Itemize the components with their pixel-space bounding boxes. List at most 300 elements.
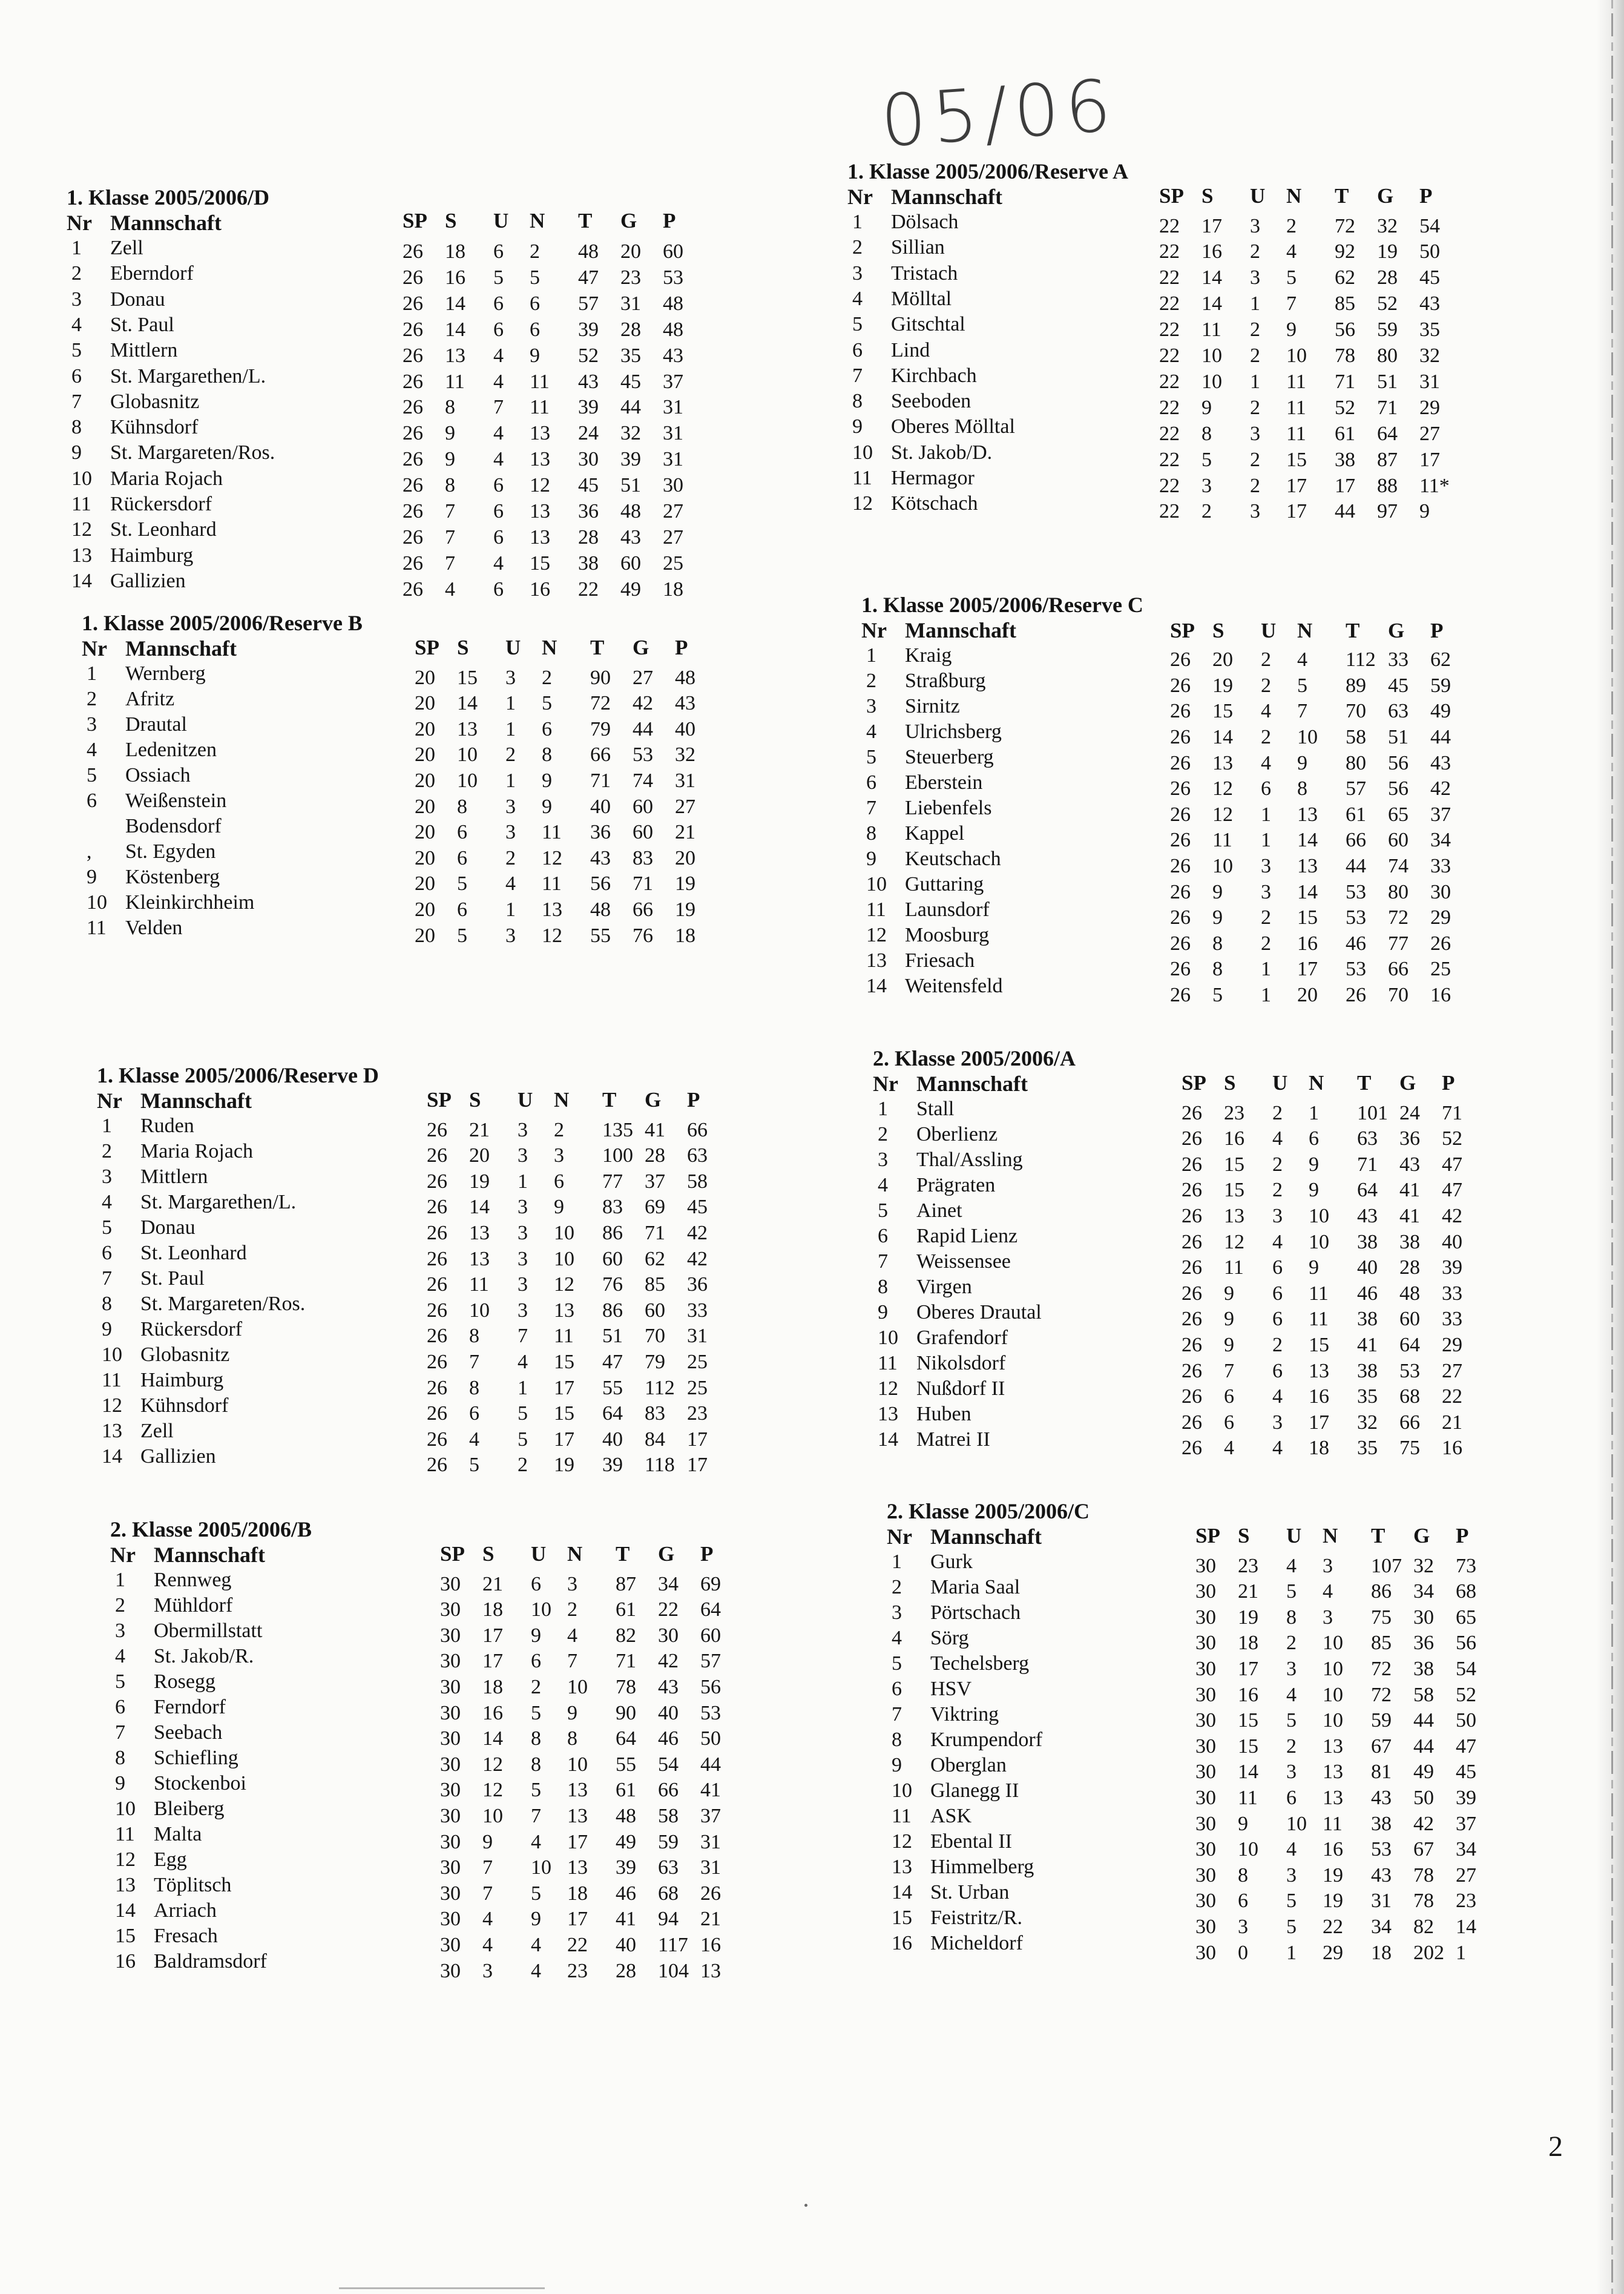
cell-team: HSV bbox=[930, 1678, 972, 1700]
cell-rank: 15 bbox=[892, 1907, 912, 1929]
cell-p: 31 bbox=[687, 1325, 708, 1348]
cell-p: 31 bbox=[1419, 370, 1440, 393]
cell-u: 7 bbox=[518, 1325, 528, 1348]
header-g: G bbox=[645, 1088, 662, 1112]
table-row bbox=[861, 822, 1473, 852]
cell-p: 40 bbox=[1442, 1230, 1462, 1253]
cell-n: 17 bbox=[567, 1830, 588, 1853]
table-row bbox=[847, 390, 1462, 419]
cell-sp: 26 bbox=[1170, 906, 1191, 929]
cell-rank: 4 bbox=[866, 720, 876, 743]
header-n: N bbox=[542, 636, 557, 659]
header-t: T bbox=[1335, 184, 1349, 208]
cell-g: 36 bbox=[1413, 1632, 1434, 1655]
cell-p: 43 bbox=[1419, 292, 1440, 315]
cell-u: 6 bbox=[531, 1572, 541, 1595]
cell-sp: 22 bbox=[1159, 500, 1180, 523]
cell-s: 23 bbox=[1224, 1101, 1244, 1124]
cell-p: 60 bbox=[700, 1624, 721, 1647]
cell-sp: 20 bbox=[415, 898, 435, 921]
cell-s: 13 bbox=[445, 344, 465, 367]
cell-rank: 12 bbox=[71, 518, 92, 541]
cell-rank: 13 bbox=[102, 1420, 122, 1442]
table-row bbox=[110, 1848, 743, 1879]
cell-team: Gallizien bbox=[110, 569, 186, 592]
cell-g: 60 bbox=[1399, 1308, 1420, 1331]
cell-p: 47 bbox=[1456, 1735, 1476, 1758]
cell-g: 38 bbox=[1413, 1658, 1434, 1680]
cell-g: 51 bbox=[1388, 726, 1409, 748]
table-row bbox=[887, 1805, 1498, 1835]
cell-u: 2 bbox=[505, 846, 516, 869]
cell-p: 43 bbox=[675, 692, 695, 715]
cell-rank: 1 bbox=[892, 1551, 902, 1573]
cell-sp: 30 bbox=[1195, 1761, 1216, 1784]
cell-t: 38 bbox=[578, 552, 599, 575]
cell-team: Matrei II bbox=[916, 1428, 990, 1451]
cell-rank: 2 bbox=[878, 1123, 888, 1145]
table-row bbox=[67, 365, 705, 391]
cell-rank: 7 bbox=[852, 364, 863, 387]
cell-p: 52 bbox=[1442, 1127, 1462, 1150]
cell-g: 64 bbox=[1377, 422, 1398, 445]
table-row bbox=[82, 662, 717, 688]
cell-p: 43 bbox=[1430, 751, 1451, 774]
cell-p: 37 bbox=[663, 370, 683, 393]
cell-t: 107 bbox=[1371, 1554, 1402, 1577]
cell-team: St. Egyden bbox=[125, 840, 216, 863]
cell-rank: 9 bbox=[878, 1301, 888, 1323]
cell-t: 71 bbox=[1335, 370, 1355, 393]
cell-u: 8 bbox=[1286, 1606, 1297, 1629]
cell-n: 19 bbox=[1323, 1890, 1343, 1913]
cell-n: 11 bbox=[1323, 1812, 1343, 1835]
cell-team: Oberes Mölltal bbox=[891, 415, 1015, 438]
cell-s: 14 bbox=[445, 292, 465, 315]
cell-t: 101 bbox=[1357, 1101, 1388, 1124]
cell-t: 56 bbox=[1335, 318, 1355, 341]
cell-u: 4 bbox=[531, 1959, 541, 1982]
cell-n: 13 bbox=[530, 422, 550, 445]
cell-g: 20 bbox=[620, 240, 641, 263]
cell-rank: 9 bbox=[892, 1754, 902, 1776]
cell-rank: 3 bbox=[852, 262, 863, 285]
cell-g: 117 bbox=[658, 1934, 688, 1956]
table-row bbox=[97, 1445, 729, 1477]
cell-n: 3 bbox=[1323, 1606, 1333, 1629]
cell-team: Hermagor bbox=[891, 467, 975, 489]
cell-rank: 3 bbox=[102, 1165, 112, 1188]
cell-t: 61 bbox=[1335, 422, 1355, 445]
cell-g: 28 bbox=[645, 1144, 665, 1167]
cell-u: 2 bbox=[1272, 1153, 1283, 1176]
cell-t: 32 bbox=[1357, 1411, 1378, 1434]
cell-g: 32 bbox=[620, 422, 641, 445]
cell-s: 13 bbox=[457, 717, 478, 740]
table-row bbox=[873, 1403, 1484, 1434]
cell-n: 23 bbox=[567, 1959, 588, 1982]
cell-g: 35 bbox=[620, 344, 641, 367]
cell-sp: 26 bbox=[403, 396, 423, 419]
cell-n: 7 bbox=[567, 1650, 577, 1673]
table-row bbox=[887, 1779, 1498, 1809]
cell-team: Kleinkirchheim bbox=[125, 891, 255, 914]
cell-u: 4 bbox=[493, 344, 504, 367]
cell-p: 47 bbox=[1442, 1153, 1462, 1176]
cell-n: 2 bbox=[530, 240, 540, 263]
cell-team: Kötschach bbox=[891, 492, 978, 515]
cell-sp: 30 bbox=[440, 1701, 461, 1724]
cell-t: 66 bbox=[590, 743, 611, 766]
cell-g: 78 bbox=[1413, 1890, 1434, 1913]
table-row bbox=[67, 416, 705, 445]
cell-sp: 30 bbox=[1195, 1735, 1216, 1758]
cell-g: 22 bbox=[658, 1598, 679, 1621]
cell-s: 9 bbox=[1224, 1282, 1234, 1305]
cell-s: 16 bbox=[1224, 1127, 1244, 1150]
cell-sp: 26 bbox=[1182, 1153, 1202, 1176]
cell-p: 37 bbox=[1430, 803, 1451, 826]
cell-s: 23 bbox=[1238, 1554, 1258, 1577]
cell-s: 4 bbox=[482, 1908, 493, 1931]
cell-u: 1 bbox=[1250, 370, 1260, 393]
table-row bbox=[873, 1428, 1484, 1460]
cell-s: 9 bbox=[445, 422, 455, 445]
cell-s: 4 bbox=[469, 1428, 479, 1451]
cell-team: Malta bbox=[154, 1823, 202, 1845]
cell-t: 66 bbox=[1346, 829, 1366, 852]
cell-t: 89 bbox=[1346, 674, 1366, 697]
cell-n: 13 bbox=[1309, 1359, 1329, 1382]
table-row bbox=[887, 1551, 1498, 1576]
cell-s: 8 bbox=[445, 474, 455, 497]
cell-p: 45 bbox=[687, 1196, 708, 1219]
header-s: S bbox=[457, 636, 469, 659]
cell-sp: 30 bbox=[1195, 1658, 1216, 1680]
cell-n: 15 bbox=[1286, 448, 1307, 471]
cell-u: 4 bbox=[518, 1351, 528, 1373]
cell-g: 41 bbox=[1399, 1179, 1420, 1202]
cell-n: 4 bbox=[567, 1624, 577, 1647]
cell-t: 86 bbox=[602, 1222, 623, 1244]
header-n: N bbox=[1297, 619, 1313, 642]
cell-t: 35 bbox=[1357, 1437, 1378, 1460]
cell-t: 39 bbox=[616, 1856, 636, 1879]
cell-t: 87 bbox=[616, 1572, 636, 1595]
league-table-title: 1. Klasse 2005/2006/D bbox=[67, 185, 270, 209]
cell-n: 2 bbox=[542, 666, 552, 689]
cell-team: St. Paul bbox=[110, 313, 174, 336]
cell-rank: , bbox=[87, 840, 92, 863]
cell-s: 8 bbox=[1212, 932, 1223, 955]
cell-n: 10 bbox=[1323, 1683, 1343, 1706]
cell-u: 5 bbox=[531, 1882, 541, 1905]
cell-s: 6 bbox=[1238, 1890, 1248, 1913]
cell-g: 36 bbox=[1399, 1127, 1420, 1150]
cell-u: 4 bbox=[1272, 1230, 1283, 1253]
cell-sp: 26 bbox=[427, 1325, 447, 1348]
cell-s: 5 bbox=[1212, 984, 1223, 1006]
cell-u: 4 bbox=[531, 1830, 541, 1853]
header-p: P bbox=[1442, 1071, 1455, 1095]
table-row bbox=[873, 1174, 1484, 1202]
cell-sp: 26 bbox=[403, 448, 423, 471]
cell-team: Stockenboi bbox=[154, 1772, 246, 1795]
cell-team: Donau bbox=[110, 288, 165, 311]
cell-team: Moosburg bbox=[905, 924, 990, 946]
cell-rank: 2 bbox=[115, 1594, 125, 1617]
cell-u: 3 bbox=[518, 1273, 528, 1296]
cell-team: Weissensee bbox=[916, 1250, 1011, 1273]
cell-g: 70 bbox=[1388, 984, 1409, 1006]
cell-rank: 13 bbox=[71, 544, 92, 567]
cell-p: 25 bbox=[687, 1351, 708, 1373]
cell-t: 43 bbox=[1357, 1205, 1378, 1227]
cell-p: 71 bbox=[1442, 1101, 1462, 1124]
cell-s: 18 bbox=[482, 1676, 503, 1698]
cell-rank: 11 bbox=[102, 1369, 122, 1391]
cell-u: 4 bbox=[1286, 1838, 1297, 1861]
table-row bbox=[873, 1276, 1484, 1305]
cell-g: 50 bbox=[1413, 1787, 1434, 1809]
cell-p: 48 bbox=[663, 318, 683, 341]
cell-p: 45 bbox=[1456, 1761, 1476, 1784]
header-g: G bbox=[633, 636, 649, 659]
cell-sp: 30 bbox=[1195, 1838, 1216, 1861]
cell-s: 4 bbox=[482, 1934, 493, 1956]
cell-n: 11 bbox=[530, 370, 550, 393]
cell-t: 62 bbox=[1335, 266, 1355, 289]
cell-g: 202 bbox=[1413, 1941, 1444, 1964]
cell-team: Ulrichsberg bbox=[905, 720, 1002, 743]
table-row bbox=[861, 695, 1473, 723]
cell-n: 16 bbox=[1309, 1385, 1329, 1408]
header-n: N bbox=[1286, 184, 1302, 208]
cell-u: 4 bbox=[1261, 751, 1271, 774]
cell-g: 60 bbox=[620, 552, 641, 575]
cell-s: 14 bbox=[457, 692, 478, 715]
cell-sp: 26 bbox=[403, 422, 423, 445]
table-row bbox=[861, 848, 1473, 877]
cell-team: Pörtschach bbox=[930, 1601, 1021, 1624]
cell-sp: 26 bbox=[427, 1196, 447, 1219]
cell-sp: 30 bbox=[1195, 1916, 1216, 1938]
cell-g: 42 bbox=[1413, 1812, 1434, 1835]
table-row bbox=[67, 314, 705, 339]
cell-u: 2 bbox=[1261, 932, 1271, 955]
cell-g: 69 bbox=[645, 1196, 665, 1219]
cell-n: 9 bbox=[1297, 751, 1307, 774]
table-row bbox=[887, 1932, 1498, 1964]
cell-g: 79 bbox=[645, 1351, 665, 1373]
table-row bbox=[110, 1696, 743, 1724]
table-row bbox=[110, 1798, 743, 1827]
cell-u: 1 bbox=[1286, 1941, 1297, 1964]
cell-rank: 4 bbox=[892, 1627, 902, 1649]
cell-n: 13 bbox=[567, 1779, 588, 1802]
cell-g: 80 bbox=[1377, 344, 1398, 368]
header-sp: SP bbox=[1195, 1524, 1220, 1547]
cell-u: 2 bbox=[1250, 240, 1260, 263]
cell-sp: 20 bbox=[415, 872, 435, 895]
cell-sp: 26 bbox=[1170, 726, 1191, 748]
table-row bbox=[110, 1823, 743, 1853]
cell-t: 78 bbox=[616, 1676, 636, 1698]
header-n: N bbox=[554, 1088, 570, 1112]
cell-s: 15 bbox=[1224, 1153, 1244, 1176]
cell-sp: 20 bbox=[415, 924, 435, 947]
cell-sp: 26 bbox=[427, 1351, 447, 1373]
cell-n: 10 bbox=[1323, 1658, 1343, 1680]
cell-team: Maria Saal bbox=[930, 1576, 1021, 1598]
cell-s: 8 bbox=[445, 396, 455, 419]
cell-sp: 22 bbox=[1159, 266, 1180, 289]
cell-n: 29 bbox=[1323, 1941, 1343, 1964]
table-row bbox=[873, 1327, 1484, 1356]
cell-team: Velden bbox=[125, 917, 183, 939]
cell-t: 70 bbox=[1346, 700, 1366, 723]
cell-p: 34 bbox=[1430, 829, 1451, 852]
cell-p: 17 bbox=[687, 1454, 708, 1477]
cell-g: 51 bbox=[1377, 370, 1398, 393]
cell-s: 12 bbox=[1212, 803, 1233, 826]
header-g: G bbox=[620, 209, 637, 232]
cell-sp: 26 bbox=[427, 1376, 447, 1399]
cell-s: 8 bbox=[1238, 1864, 1248, 1887]
cell-team: Guttaring bbox=[905, 873, 984, 895]
cell-u: 1 bbox=[1261, 984, 1271, 1006]
header-team: Mannschaft bbox=[904, 618, 1016, 642]
cell-team: Gurk bbox=[930, 1551, 973, 1573]
cell-sp: 22 bbox=[1159, 292, 1180, 315]
cell-n: 10 bbox=[567, 1676, 588, 1698]
cell-rank: 3 bbox=[115, 1620, 125, 1642]
header-t: T bbox=[578, 209, 593, 232]
header-n: N bbox=[1309, 1071, 1324, 1095]
cell-team: Globasnitz bbox=[110, 390, 200, 413]
cell-rank: 2 bbox=[71, 262, 82, 285]
cell-g: 58 bbox=[658, 1805, 679, 1827]
cell-sp: 26 bbox=[1170, 674, 1191, 697]
cell-s: 3 bbox=[1238, 1916, 1248, 1938]
header-team: Mannschaft bbox=[916, 1072, 1028, 1096]
cell-t: 51 bbox=[602, 1325, 623, 1348]
cell-team: St. Margarethen/L. bbox=[140, 1191, 297, 1213]
cell-rank: 7 bbox=[878, 1250, 888, 1273]
table-row bbox=[861, 644, 1473, 670]
cell-sp: 26 bbox=[1182, 1282, 1202, 1305]
cell-t: 53 bbox=[1346, 958, 1366, 981]
cell-p: 30 bbox=[663, 474, 683, 497]
cell-t: 48 bbox=[578, 240, 599, 263]
cell-g: 44 bbox=[620, 396, 641, 419]
cell-g: 30 bbox=[658, 1624, 679, 1647]
league-table-title: 2. Klasse 2005/2006/C bbox=[887, 1499, 1090, 1523]
cell-sp: 26 bbox=[427, 1222, 447, 1244]
cell-g: 60 bbox=[633, 795, 653, 818]
cell-s: 14 bbox=[1202, 292, 1222, 315]
cell-sp: 30 bbox=[1195, 1683, 1216, 1706]
cell-p: 64 bbox=[700, 1598, 721, 1621]
cell-team: Kühnsdorf bbox=[140, 1394, 229, 1417]
header-n: N bbox=[530, 209, 545, 232]
cell-p: 59 bbox=[1430, 674, 1451, 697]
cell-s: 6 bbox=[457, 846, 467, 869]
cell-sp: 26 bbox=[1182, 1101, 1202, 1124]
cell-u: 2 bbox=[1250, 318, 1260, 341]
cell-rank: 13 bbox=[115, 1874, 136, 1896]
cell-g: 68 bbox=[658, 1882, 679, 1905]
cell-n: 16 bbox=[1297, 932, 1318, 955]
cell-s: 3 bbox=[482, 1959, 493, 1982]
cell-u: 4 bbox=[505, 872, 516, 895]
cell-t: 64 bbox=[1357, 1179, 1378, 1202]
cell-u: 2 bbox=[1261, 726, 1271, 748]
header-s: S bbox=[445, 209, 457, 232]
cell-sp: 30 bbox=[1195, 1709, 1216, 1732]
cell-g: 60 bbox=[633, 821, 653, 844]
cell-t: 61 bbox=[616, 1779, 636, 1802]
cell-g: 104 bbox=[658, 1959, 689, 1982]
cell-n: 7 bbox=[1297, 700, 1307, 723]
cell-team: Rennweg bbox=[154, 1569, 232, 1591]
cell-t: 40 bbox=[1357, 1256, 1378, 1279]
cell-u: 4 bbox=[531, 1934, 541, 1956]
cell-u: 6 bbox=[1261, 777, 1271, 800]
cell-sp: 26 bbox=[1182, 1411, 1202, 1434]
header-s: S bbox=[1212, 619, 1225, 642]
cell-p: 37 bbox=[1456, 1812, 1476, 1835]
cell-team: Liebenfels bbox=[905, 797, 992, 819]
cell-t: 86 bbox=[602, 1299, 623, 1322]
cell-g: 19 bbox=[1377, 240, 1398, 263]
cell-team: Drautal bbox=[125, 713, 187, 736]
cell-rank: 10 bbox=[115, 1798, 136, 1820]
cell-u: 6 bbox=[493, 500, 504, 522]
cell-t: 77 bbox=[602, 1170, 623, 1193]
cell-s: 11 bbox=[1212, 829, 1232, 852]
cell-sp: 26 bbox=[1182, 1205, 1202, 1227]
table-row bbox=[110, 1645, 743, 1673]
table-row bbox=[873, 1199, 1484, 1225]
cell-p: 33 bbox=[1430, 855, 1451, 877]
cell-p: 54 bbox=[1456, 1658, 1476, 1680]
cell-u: 2 bbox=[1272, 1334, 1283, 1356]
cell-team: Mittlern bbox=[140, 1165, 208, 1188]
cell-sp: 30 bbox=[440, 1882, 461, 1905]
cell-g: 118 bbox=[645, 1454, 675, 1477]
cell-g: 85 bbox=[645, 1273, 665, 1296]
cell-g: 49 bbox=[620, 578, 641, 601]
cell-sp: 26 bbox=[1170, 648, 1191, 671]
cell-n: 18 bbox=[1309, 1437, 1329, 1460]
cell-s: 15 bbox=[457, 666, 478, 689]
cell-s: 7 bbox=[445, 500, 455, 522]
cell-team: Krumpendorf bbox=[930, 1729, 1043, 1751]
cell-team: Zell bbox=[110, 237, 143, 259]
cell-t: 17 bbox=[1335, 474, 1355, 497]
cell-g: 60 bbox=[1388, 829, 1409, 852]
cell-n: 10 bbox=[1309, 1230, 1329, 1253]
cell-g: 66 bbox=[1388, 958, 1409, 981]
cell-n: 3 bbox=[567, 1572, 577, 1595]
cell-t: 67 bbox=[1371, 1735, 1392, 1758]
cell-team: Himmelberg bbox=[930, 1856, 1034, 1878]
cell-s: 18 bbox=[482, 1598, 503, 1621]
cell-g: 64 bbox=[1399, 1334, 1420, 1356]
cell-sp: 26 bbox=[1170, 829, 1191, 852]
cell-n: 13 bbox=[554, 1299, 574, 1322]
